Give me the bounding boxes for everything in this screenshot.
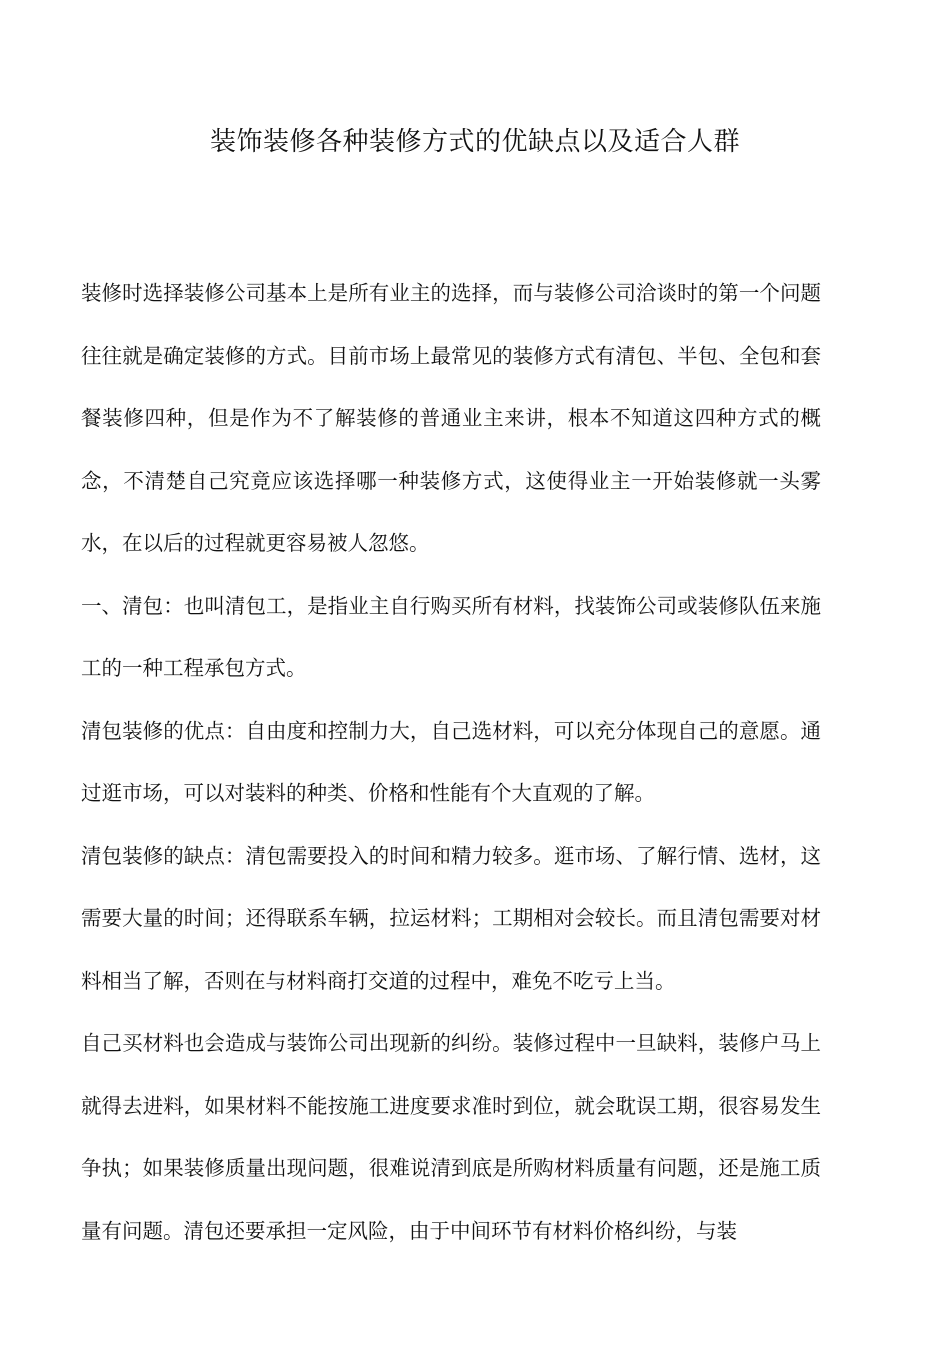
paragraph-qingbao-disadvantages: 清包装修的缺点：清包需要投入的时间和精力较多。逛市场、了解行情、选材，这需要大量的时间；还得联系车辆，拉运材料；工期相对会较长。而且清包需要对材料相当了解，否则在与材料商打交道的过程中，难免不吃亏上当。 bbox=[81, 843, 821, 993]
document-body bbox=[81, 262, 821, 1262]
paragraph-qingbao-definition: 一、清包：也叫清包工，是指业主自行购买所有材料，找装饰公司或装修队伍来施工的一种工程承包方式。 bbox=[81, 593, 821, 680]
paragraph-material-disputes: 自己买材料也会造成与装饰公司出现新的纠纷。装修过程中一旦缺料，装修户马上就得去进料，如果材料不能按施工进度要求准时到位，就会耽误工期，很容易发生争执；如果装修质量出现问题，很难说清到底是所购材料质量有问题，还是施工质量有问题。清包还要承担一定风险，由于中间环节有材料价格纠纷，与装 bbox=[81, 1031, 821, 1243]
document-title: 装饰装修各种装修方式的优缺点以及适合人群 bbox=[209, 127, 740, 157]
paragraph-intro: 装修时选择装修公司基本上是所有业主的选择，而与装修公司洽谈时的第一个问题往往就是确定装修的方式。目前市场上最常见的装修方式有清包、半包、全包和套餐装修四种，但是作为不了解装修的普通业主来讲，根本不知道这四种方式的概念，不清楚自己究竟应该选择哪一种装修方式，这使得业主一开始装修就一头雾水，在以后的过程就更容易被人忽悠。 bbox=[81, 281, 821, 555]
paragraph-qingbao-advantages: 清包装修的优点：自由度和控制力大，自己选材料，可以充分体现自己的意愿。通过逛市场，可以对装料的种类、价格和性能有个大直观的了解。 bbox=[81, 718, 821, 805]
